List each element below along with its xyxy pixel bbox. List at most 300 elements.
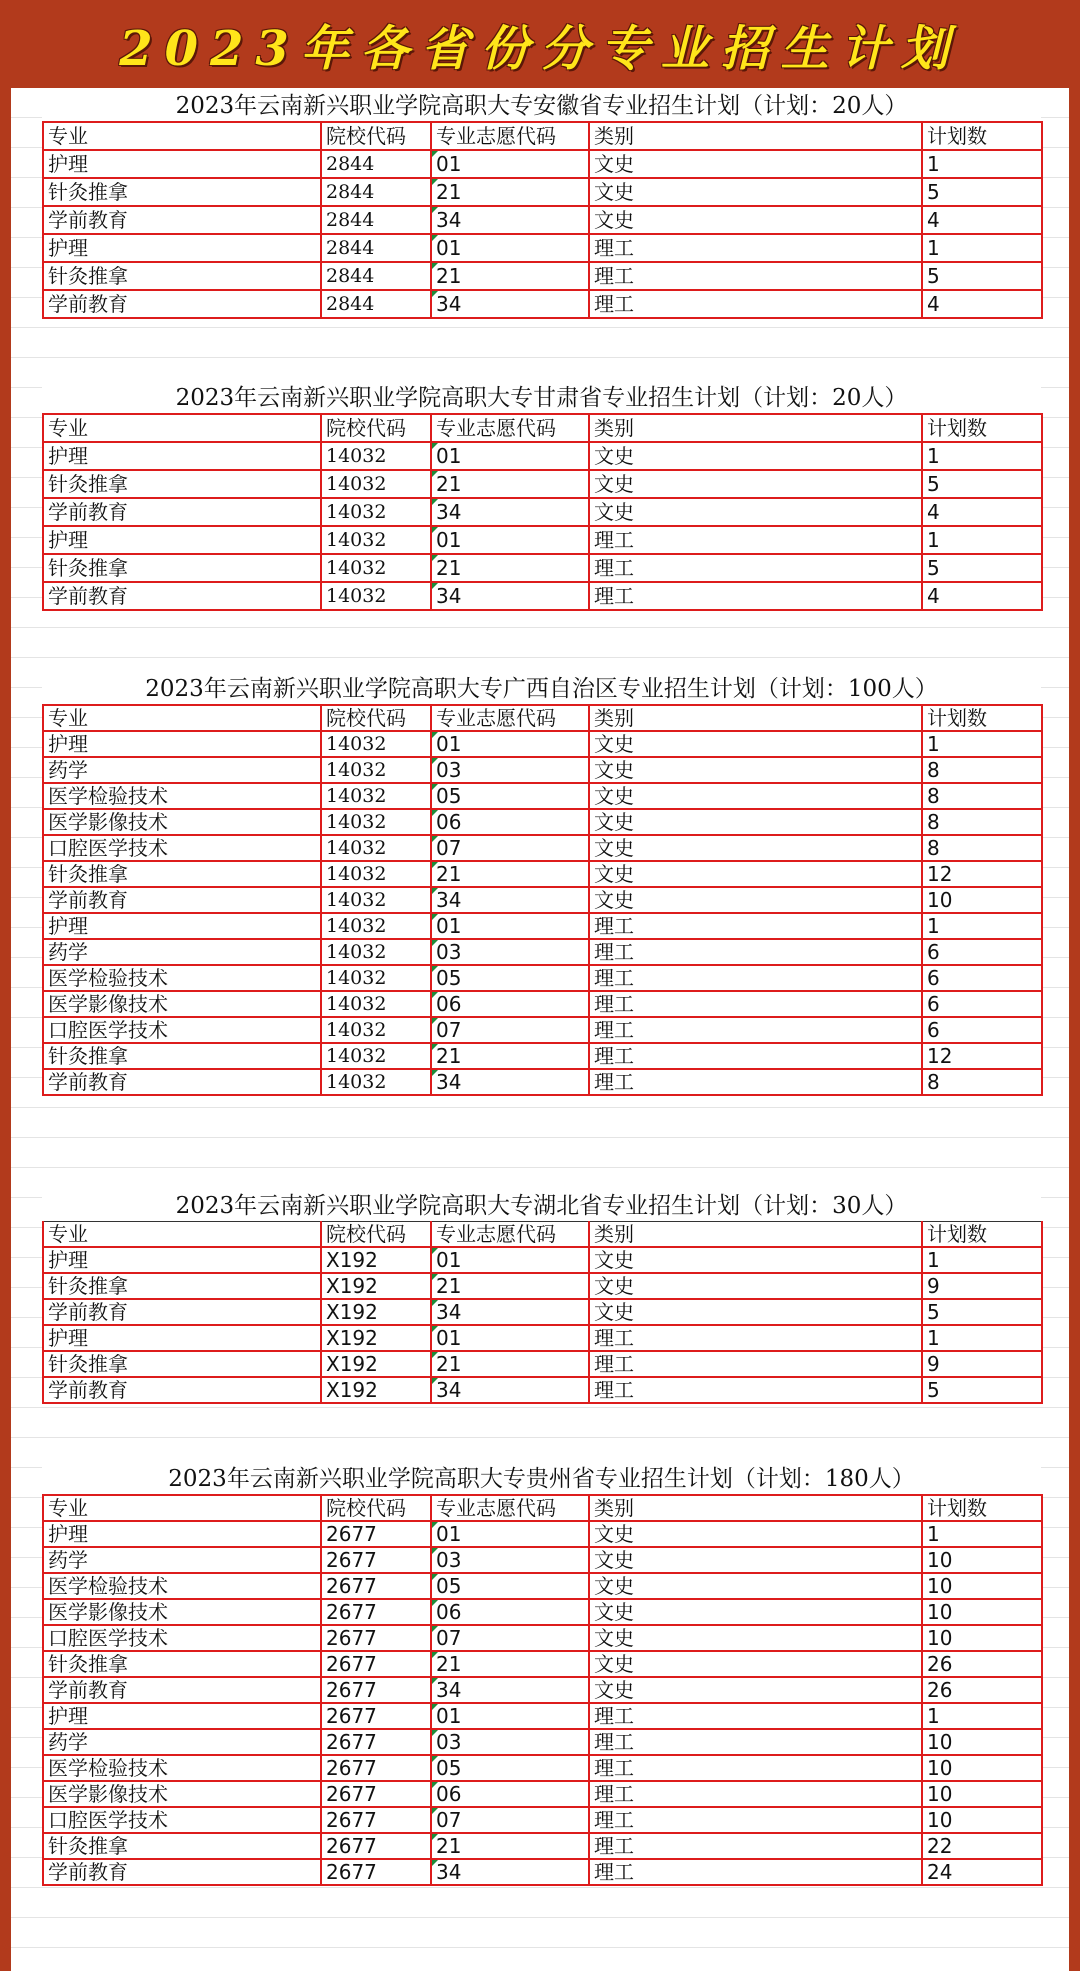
major-code-cell: 01: [431, 1521, 589, 1547]
plan-count-cell: 10: [922, 1625, 1042, 1651]
plan-count-cell: 10: [922, 1755, 1042, 1781]
school-code-cell: 2677: [321, 1625, 431, 1651]
table-header-row: [43, 122, 1042, 150]
category-cell: 文史: [589, 1521, 922, 1547]
school-code-cell: 2677: [321, 1859, 431, 1885]
major-cell: 学前教育: [43, 1859, 321, 1885]
table-header-row: [43, 1222, 1042, 1248]
table-row: [43, 1703, 1042, 1729]
major-cell: 医学检验技术: [43, 783, 321, 809]
major-code-cell: 07: [431, 835, 589, 861]
plan-count-cell: 26: [922, 1677, 1042, 1703]
category-cell: 文史: [589, 442, 922, 470]
major-code-cell: 01: [431, 731, 589, 757]
category-cell: 文史: [589, 206, 922, 234]
major-code-cell: 01: [431, 526, 589, 554]
major-cell: 针灸推拿: [43, 1651, 321, 1677]
major-cell: 护理: [43, 442, 321, 470]
school-code-cell: 14032: [321, 757, 431, 783]
major-cell: 护理: [43, 150, 321, 178]
plan-count-cell: 1: [922, 150, 1042, 178]
school-code-cell: 2844: [321, 262, 431, 290]
major-cell: 学前教育: [43, 290, 321, 318]
major-cell: 护理: [43, 731, 321, 757]
plan-count-cell: 10: [922, 1807, 1042, 1833]
major-code-cell: 34: [431, 1377, 589, 1403]
category-cell: 文史: [589, 498, 922, 526]
category-cell: 文史: [589, 1273, 922, 1299]
plan-count-cell: 9: [922, 1351, 1042, 1377]
column-header: 专业志愿代码: [431, 705, 589, 731]
major-code-cell: 06: [431, 1599, 589, 1625]
section-title: 2023年云南新兴职业学院高职大专广西自治区专业招生计划（计划：100人）: [42, 674, 1041, 704]
plan-table: [42, 413, 1043, 611]
major-cell: 药学: [43, 939, 321, 965]
plan-count-cell: 10: [922, 1729, 1042, 1755]
school-code-cell: 14032: [321, 913, 431, 939]
major-code-cell: 03: [431, 1729, 589, 1755]
major-cell: 针灸推拿: [43, 1833, 321, 1859]
school-code-cell: 2677: [321, 1521, 431, 1547]
plan-count-cell: 4: [922, 582, 1042, 610]
major-cell: 针灸推拿: [43, 178, 321, 206]
table-row: [43, 1729, 1042, 1755]
plan-count-cell: 5: [922, 1299, 1042, 1325]
table-row: [43, 1043, 1042, 1069]
category-cell: 文史: [589, 861, 922, 887]
school-code-cell: 2844: [321, 234, 431, 262]
banner-title: 2023年各省份分专业招生计划: [119, 20, 961, 77]
column-header: 院校代码: [321, 414, 431, 442]
column-header: 院校代码: [321, 1222, 431, 1248]
school-code-cell: 14032: [321, 442, 431, 470]
table-row: [43, 1755, 1042, 1781]
major-cell: 医学检验技术: [43, 1573, 321, 1599]
plan-count-cell: 1: [922, 913, 1042, 939]
major-cell: 针灸推拿: [43, 861, 321, 887]
category-cell: 理工: [589, 1069, 922, 1095]
plan-count-cell: 4: [922, 290, 1042, 318]
table-row: [43, 1859, 1042, 1885]
plan-count-cell: 1: [922, 234, 1042, 262]
school-code-cell: 2677: [321, 1755, 431, 1781]
plan-count-cell: 26: [922, 1651, 1042, 1677]
major-code-cell: 01: [431, 442, 589, 470]
plan-count-cell: 8: [922, 783, 1042, 809]
major-cell: 学前教育: [43, 1677, 321, 1703]
table-row: [43, 1247, 1042, 1273]
table-row: [43, 1069, 1042, 1095]
category-cell: 文史: [589, 809, 922, 835]
school-code-cell: 2677: [321, 1547, 431, 1573]
section-guizhou: [42, 1464, 1041, 1886]
school-code-cell: 14032: [321, 554, 431, 582]
major-code-cell: 05: [431, 1755, 589, 1781]
category-cell: 文史: [589, 835, 922, 861]
table-row: [43, 498, 1042, 526]
section-anhui: [42, 91, 1041, 319]
category-cell: 文史: [589, 1677, 922, 1703]
major-cell: 口腔医学技术: [43, 1017, 321, 1043]
category-cell: 文史: [589, 1247, 922, 1273]
major-cell: 口腔医学技术: [43, 835, 321, 861]
major-code-cell: 07: [431, 1017, 589, 1043]
column-header: 计划数: [922, 1495, 1042, 1521]
major-cell: 针灸推拿: [43, 470, 321, 498]
major-cell: 护理: [43, 1521, 321, 1547]
column-header: 计划数: [922, 414, 1042, 442]
table-row: [43, 526, 1042, 554]
plan-count-cell: 12: [922, 861, 1042, 887]
section-title: 2023年云南新兴职业学院高职大专安徽省专业招生计划（计划：20人）: [42, 91, 1041, 121]
table-row: [43, 206, 1042, 234]
school-code-cell: 14032: [321, 991, 431, 1017]
major-code-cell: 07: [431, 1625, 589, 1651]
major-code-cell: 34: [431, 1859, 589, 1885]
major-code-cell: 34: [431, 1299, 589, 1325]
major-cell: 护理: [43, 1247, 321, 1273]
major-code-cell: 21: [431, 554, 589, 582]
plan-count-cell: 4: [922, 498, 1042, 526]
plan-count-cell: 8: [922, 809, 1042, 835]
section-title: 2023年云南新兴职业学院高职大专甘肃省专业招生计划（计划：20人）: [42, 383, 1041, 413]
table-row: [43, 178, 1042, 206]
title-banner: [0, 0, 1080, 88]
category-cell: 理工: [589, 913, 922, 939]
major-code-cell: 21: [431, 470, 589, 498]
major-code-cell: 05: [431, 1573, 589, 1599]
plan-count-cell: 1: [922, 1247, 1042, 1273]
category-cell: 理工: [589, 1833, 922, 1859]
table-row: [43, 1547, 1042, 1573]
table-row: [43, 809, 1042, 835]
category-cell: 理工: [589, 1377, 922, 1403]
plan-count-cell: 22: [922, 1833, 1042, 1859]
column-header: 专业志愿代码: [431, 1222, 589, 1248]
major-cell: 医学影像技术: [43, 809, 321, 835]
table-row: [43, 835, 1042, 861]
category-cell: 理工: [589, 1781, 922, 1807]
category-cell: 文史: [589, 757, 922, 783]
category-cell: 理工: [589, 1043, 922, 1069]
table-row: [43, 939, 1042, 965]
plan-count-cell: 5: [922, 262, 1042, 290]
school-code-cell: 14032: [321, 1043, 431, 1069]
major-cell: 针灸推拿: [43, 1273, 321, 1299]
plan-count-cell: 5: [922, 470, 1042, 498]
table-row: [43, 887, 1042, 913]
plan-count-cell: 10: [922, 1599, 1042, 1625]
table-row: [43, 1521, 1042, 1547]
category-cell: 理工: [589, 1755, 922, 1781]
category-cell: 理工: [589, 1729, 922, 1755]
school-code-cell: 14032: [321, 1017, 431, 1043]
plan-count-cell: 9: [922, 1273, 1042, 1299]
column-header: 专业: [43, 414, 321, 442]
major-code-cell: 21: [431, 1351, 589, 1377]
school-code-cell: 14032: [321, 835, 431, 861]
table-row: [43, 1325, 1042, 1351]
column-header: 院校代码: [321, 705, 431, 731]
school-code-cell: 14032: [321, 498, 431, 526]
spreadsheet-area: [11, 88, 1069, 1971]
major-code-cell: 34: [431, 582, 589, 610]
plan-count-cell: 1: [922, 1325, 1042, 1351]
column-header: 专业: [43, 122, 321, 150]
plan-count-cell: 4: [922, 206, 1042, 234]
column-header: 类别: [589, 1222, 922, 1248]
school-code-cell: 14032: [321, 887, 431, 913]
school-code-cell: 14032: [321, 965, 431, 991]
column-header: 计划数: [922, 705, 1042, 731]
major-cell: 护理: [43, 1703, 321, 1729]
major-cell: 医学影像技术: [43, 991, 321, 1017]
table-row: [43, 442, 1042, 470]
column-header: 类别: [589, 1495, 922, 1521]
table-row: [43, 913, 1042, 939]
table-row: [43, 1651, 1042, 1677]
major-cell: 护理: [43, 234, 321, 262]
major-cell: 药学: [43, 757, 321, 783]
category-cell: 理工: [589, 290, 922, 318]
school-code-cell: 2844: [321, 150, 431, 178]
table-row: [43, 783, 1042, 809]
major-cell: 学前教育: [43, 1299, 321, 1325]
major-cell: 医学影像技术: [43, 1599, 321, 1625]
major-cell: 针灸推拿: [43, 1351, 321, 1377]
table-row: [43, 554, 1042, 582]
category-cell: 文史: [589, 1599, 922, 1625]
plan-count-cell: 10: [922, 1547, 1042, 1573]
table-header-row: [43, 414, 1042, 442]
column-header: 专业: [43, 1495, 321, 1521]
major-code-cell: 34: [431, 498, 589, 526]
major-code-cell: 34: [431, 1677, 589, 1703]
plan-table: [42, 1494, 1043, 1886]
school-code-cell: 2844: [321, 290, 431, 318]
table-row: [43, 1273, 1042, 1299]
table-row: [43, 757, 1042, 783]
major-code-cell: 01: [431, 1325, 589, 1351]
major-cell: 口腔医学技术: [43, 1807, 321, 1833]
column-header: 院校代码: [321, 122, 431, 150]
school-code-cell: 2677: [321, 1599, 431, 1625]
category-cell: 理工: [589, 526, 922, 554]
major-cell: 学前教育: [43, 498, 321, 526]
category-cell: 理工: [589, 554, 922, 582]
plan-count-cell: 8: [922, 1069, 1042, 1095]
column-header: 计划数: [922, 122, 1042, 150]
major-cell: 针灸推拿: [43, 554, 321, 582]
table-row: [43, 470, 1042, 498]
school-code-cell: X192: [321, 1351, 431, 1377]
category-cell: 文史: [589, 1299, 922, 1325]
school-code-cell: 2677: [321, 1651, 431, 1677]
plan-count-cell: 1: [922, 442, 1042, 470]
plan-count-cell: 10: [922, 1573, 1042, 1599]
major-code-cell: 01: [431, 913, 589, 939]
school-code-cell: 2844: [321, 178, 431, 206]
category-cell: 文史: [589, 1573, 922, 1599]
major-cell: 药学: [43, 1547, 321, 1573]
major-code-cell: 21: [431, 1043, 589, 1069]
category-cell: 文史: [589, 887, 922, 913]
table-row: [43, 1677, 1042, 1703]
plan-count-cell: 6: [922, 965, 1042, 991]
column-header: 专业志愿代码: [431, 122, 589, 150]
school-code-cell: 2677: [321, 1807, 431, 1833]
category-cell: 文史: [589, 731, 922, 757]
major-code-cell: 01: [431, 234, 589, 262]
school-code-cell: 2677: [321, 1781, 431, 1807]
school-code-cell: X192: [321, 1273, 431, 1299]
major-cell: 学前教育: [43, 206, 321, 234]
plan-count-cell: 1: [922, 731, 1042, 757]
school-code-cell: X192: [321, 1325, 431, 1351]
major-code-cell: 01: [431, 150, 589, 178]
table-row: [43, 1299, 1042, 1325]
category-cell: 文史: [589, 1625, 922, 1651]
plan-table: [42, 704, 1043, 1096]
school-code-cell: 14032: [321, 783, 431, 809]
school-code-cell: 14032: [321, 861, 431, 887]
school-code-cell: 2677: [321, 1573, 431, 1599]
major-code-cell: 03: [431, 757, 589, 783]
major-code-cell: 34: [431, 1069, 589, 1095]
plan-count-cell: 24: [922, 1859, 1042, 1885]
table-row: [43, 290, 1042, 318]
table-row: [43, 1377, 1042, 1403]
major-cell: 护理: [43, 526, 321, 554]
category-cell: 理工: [589, 1859, 922, 1885]
major-cell: 学前教育: [43, 582, 321, 610]
major-code-cell: 34: [431, 206, 589, 234]
school-code-cell: X192: [321, 1247, 431, 1273]
column-header: 专业志愿代码: [431, 414, 589, 442]
major-code-cell: 21: [431, 1833, 589, 1859]
school-code-cell: 14032: [321, 731, 431, 757]
plan-count-cell: 12: [922, 1043, 1042, 1069]
major-code-cell: 06: [431, 991, 589, 1017]
category-cell: 文史: [589, 470, 922, 498]
major-code-cell: 05: [431, 783, 589, 809]
major-cell: 学前教育: [43, 1069, 321, 1095]
major-code-cell: 21: [431, 861, 589, 887]
category-cell: 理工: [589, 1807, 922, 1833]
category-cell: 理工: [589, 939, 922, 965]
major-code-cell: 03: [431, 939, 589, 965]
major-cell: 医学检验技术: [43, 1755, 321, 1781]
column-header: 类别: [589, 705, 922, 731]
table-row: [43, 1625, 1042, 1651]
major-cell: 针灸推拿: [43, 1043, 321, 1069]
school-code-cell: 14032: [321, 582, 431, 610]
major-cell: 药学: [43, 1729, 321, 1755]
school-code-cell: 2677: [321, 1677, 431, 1703]
plan-count-cell: 10: [922, 887, 1042, 913]
column-header: 类别: [589, 414, 922, 442]
section-title: 2023年云南新兴职业学院高职大专贵州省专业招生计划（计划：180人）: [42, 1464, 1041, 1494]
table-row: [43, 1833, 1042, 1859]
category-cell: 理工: [589, 1325, 922, 1351]
table-row: [43, 1017, 1042, 1043]
category-cell: 理工: [589, 234, 922, 262]
table-header-row: [43, 705, 1042, 731]
major-code-cell: 06: [431, 809, 589, 835]
table-row: [43, 1351, 1042, 1377]
plan-count-cell: 10: [922, 1781, 1042, 1807]
table-row: [43, 991, 1042, 1017]
table-row: [43, 965, 1042, 991]
table-row: [43, 861, 1042, 887]
major-cell: 护理: [43, 1325, 321, 1351]
major-code-cell: 21: [431, 1651, 589, 1677]
plan-count-cell: 5: [922, 178, 1042, 206]
major-code-cell: 06: [431, 1781, 589, 1807]
category-cell: 理工: [589, 1703, 922, 1729]
category-cell: 文史: [589, 150, 922, 178]
major-cell: 护理: [43, 913, 321, 939]
table-row: [43, 1573, 1042, 1599]
column-header: 计划数: [922, 1222, 1042, 1248]
category-cell: 理工: [589, 1017, 922, 1043]
category-cell: 文史: [589, 783, 922, 809]
plan-count-cell: 1: [922, 526, 1042, 554]
major-cell: 学前教育: [43, 887, 321, 913]
major-code-cell: 21: [431, 178, 589, 206]
school-code-cell: 2844: [321, 206, 431, 234]
column-header: 专业: [43, 1222, 321, 1248]
category-cell: 理工: [589, 965, 922, 991]
school-code-cell: 14032: [321, 470, 431, 498]
major-code-cell: 01: [431, 1247, 589, 1273]
section-title: 2023年云南新兴职业学院高职大专湖北省专业招生计划（计划：30人）: [42, 1191, 1041, 1221]
table-row: [43, 1807, 1042, 1833]
major-code-cell: 05: [431, 965, 589, 991]
table-row: [43, 582, 1042, 610]
school-code-cell: 2677: [321, 1729, 431, 1755]
major-code-cell: 03: [431, 1547, 589, 1573]
major-code-cell: 01: [431, 1703, 589, 1729]
major-code-cell: 34: [431, 290, 589, 318]
plan-count-cell: 1: [922, 1521, 1042, 1547]
table-row: [43, 731, 1042, 757]
plan-count-cell: 8: [922, 835, 1042, 861]
category-cell: 文史: [589, 178, 922, 206]
plan-count-cell: 6: [922, 1017, 1042, 1043]
major-code-cell: 34: [431, 887, 589, 913]
major-cell: 针灸推拿: [43, 262, 321, 290]
major-code-cell: 21: [431, 1273, 589, 1299]
section-guangxi: [42, 674, 1041, 1096]
category-cell: 理工: [589, 991, 922, 1017]
category-cell: 理工: [589, 582, 922, 610]
major-cell: 学前教育: [43, 1377, 321, 1403]
major-code-cell: 21: [431, 262, 589, 290]
school-code-cell: 14032: [321, 1069, 431, 1095]
table-row: [43, 1781, 1042, 1807]
table-header-row: [43, 1495, 1042, 1521]
table-row: [43, 262, 1042, 290]
table-row: [43, 1599, 1042, 1625]
category-cell: 文史: [589, 1651, 922, 1677]
major-cell: 医学影像技术: [43, 1781, 321, 1807]
section-gansu: [42, 383, 1041, 611]
major-code-cell: 07: [431, 1807, 589, 1833]
category-cell: 理工: [589, 262, 922, 290]
plan-table: [42, 121, 1043, 319]
school-code-cell: 2677: [321, 1833, 431, 1859]
